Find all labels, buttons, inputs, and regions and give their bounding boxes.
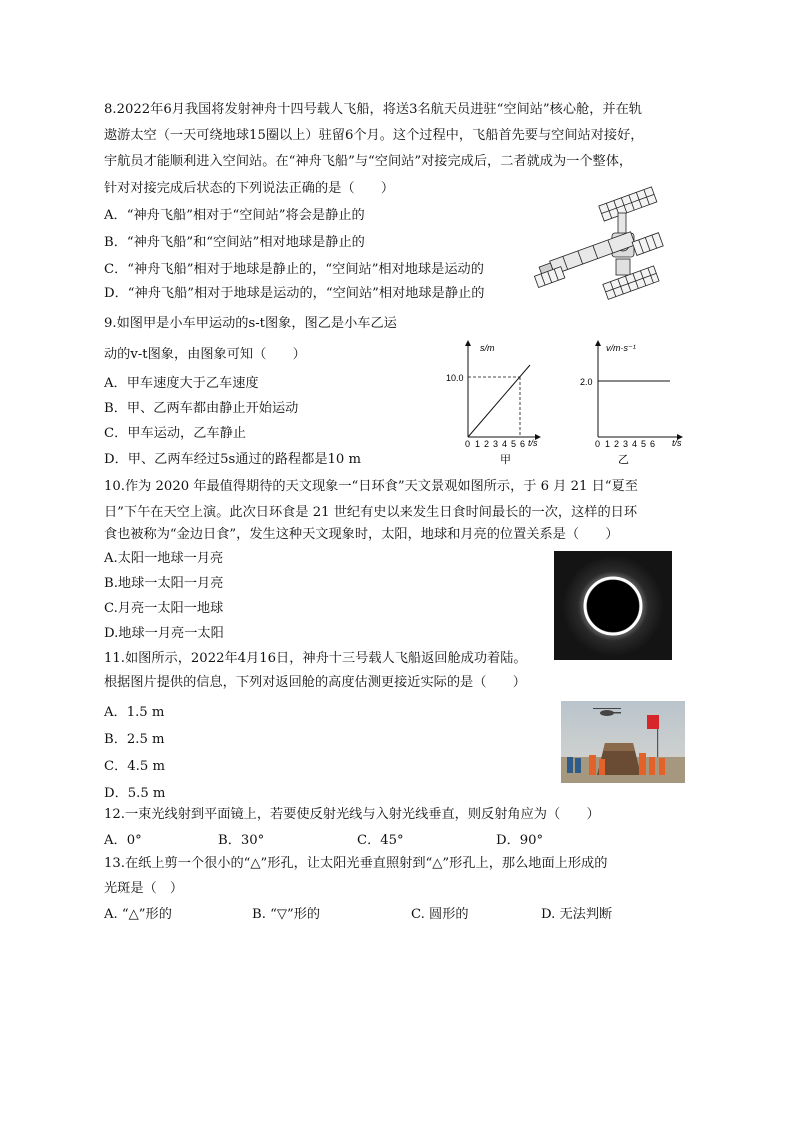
q13-option-b: B. “▽”形的 [252,907,321,922]
q11-stem-line-2: 根据图片提供的信息，下列对返回舱的高度估测更接近实际的是（ ） [104,675,526,690]
graph-jia-caption: 甲 [500,454,511,466]
q12-option-a: A．0° [104,833,142,848]
q11-option-b: B．2.5 m [104,732,165,747]
graph-yi-xtick-5: 5 [641,439,647,449]
q9-option-a: A．甲车速度大于乙车速度 [104,376,259,391]
q9-stem-line-1: 9.如图甲是小车甲运动的s-t图象，图乙是小车乙运 [104,316,397,331]
q13-option-a: A. “△”形的 [104,907,172,922]
q10-option-d: D.地球一月亮一太阳 [104,626,224,641]
graph-jia-xtick-4: 4 [502,439,508,449]
graph-jia-xtick-1: 1 [475,439,481,449]
q12-stem: 12.一束光线射到平面镜上，若要使反射光线与入射光线垂直，则反射角应为（ ） [104,807,600,822]
graph-yi-xtick-1: 1 [605,439,611,449]
q9-stem-line-2: 动的v-t图象，由图象可知（ ） [104,347,306,362]
q9-option-c: C．甲车运动，乙车静止 [104,426,246,441]
graph-jia-xtick-2: 2 [484,439,490,449]
q10-stem-line-2: 日”下午在天空上演。此次日环食是 21 世纪有史以来发生日食时间最长的一次，这样的日环 [104,505,638,520]
q10-option-c: C.月亮一太阳一地球 [104,601,224,616]
q8-option-a: A．“神舟飞船”相对于“空间站”将会是静止的 [104,208,365,223]
q11-stem-line-1: 11.如图所示，2022年4月16日，神舟十三号载人飞船返回舱成功着陆。 [104,651,527,666]
graph-jia-ytick: 10.0 [446,373,464,383]
graph-yi-xtick-3: 3 [623,439,629,449]
graph-jia-line [468,365,530,437]
q8-stem-line-2: 遨游太空（一天可绕地球15圈以上）驻留6个月。这个过程中，飞船首先要与空间站对接好， [104,128,644,143]
return-capsule-image [561,701,685,783]
graph-yi-ylabel: v/m·s⁻¹ [606,343,636,353]
q12-option-c: C．45° [357,833,404,848]
q13-stem-line-2: 光斑是（ ） [104,881,184,896]
q10-option-a: A.太阳一地球一月亮 [104,551,224,566]
graph-yi-xtick-4: 4 [632,439,638,449]
graph-jia-xtick-6: 6 [520,439,526,449]
q8-stem-line-1: 8.2022年6月我国将发射神舟十四号载人飞船，将送3名航天员进驻“空间站”核心舱，并在轨 [104,102,642,117]
q8-option-b: B．“神舟飞船”和“空间站”相对地球是静止的 [104,235,365,250]
q11-option-d: D．5.5 m [104,786,166,801]
graph-yi-xtick-0: 0 [595,439,601,449]
graph-yi-xtick-6: 6 [650,439,656,449]
graph-jia [440,337,542,467]
q10-stem-line-3: 食也被称为“金边日食”，发生这种天文现象时，太阳，地球和月亮的位置关系是（ ） [104,527,619,542]
annular-eclipse-image [554,551,672,660]
q12-option-b: B．30° [218,833,265,848]
graph-jia-xlabel: t/s [528,438,538,448]
graph-yi-xlabel: t/s [672,438,682,448]
graph-yi-caption: 乙 [618,454,629,466]
q10-option-b: B.地球一太阳一月亮 [104,576,224,591]
q11-option-a: A．1.5 m [104,705,165,720]
q10-stem-line-1: 10.作为 2020 年最值得期待的天文现象一“日环食”天文景观如图所示，于 6 月 21 日“夏至 [104,479,638,494]
q8-option-c: C．“神舟飞船”相对于地球是静止的，“空间站”相对地球是运动的 [104,262,484,277]
space-station-image [530,183,666,301]
q9-option-b: B．甲、乙两车都由静止开始运动 [104,401,299,416]
q9-option-d: D．甲、乙两车经过5s通过的路程都是10 m [104,452,362,467]
graph-yi-xtick-2: 2 [614,439,620,449]
q13-option-c: C. 圆形的 [411,907,469,922]
graph-jia-ylabel: s/m [480,343,495,353]
graph-yi [568,337,690,467]
q8-stem-line-4: 针对对接完成后状态的下列说法正确的是（ ） [104,181,395,196]
q13-stem-line-1: 13.在纸上剪一个很小的“△”形孔，让太阳光垂直照射到“△”形孔上，那么地面上形成的 [104,856,608,871]
q8-option-d: D．“神舟飞船”相对于地球是运动的，“空间站”相对地球是静止的 [104,286,485,301]
graph-jia-xtick-3: 3 [493,439,499,449]
q11-option-c: C．4.5 m [104,759,165,774]
graph-jia-xtick-5: 5 [511,439,517,449]
q12-option-d: D．90° [496,833,544,848]
graph-yi-ytick: 2.0 [580,377,593,387]
q13-option-d: D. 无法判断 [541,907,613,922]
graph-jia-xtick-0: 0 [465,439,471,449]
q8-stem-line-3: 宇航员才能顺利进入空间站。在“神舟飞船”与“空间站”对接完成后，二者就成为一个整体， [104,154,633,169]
